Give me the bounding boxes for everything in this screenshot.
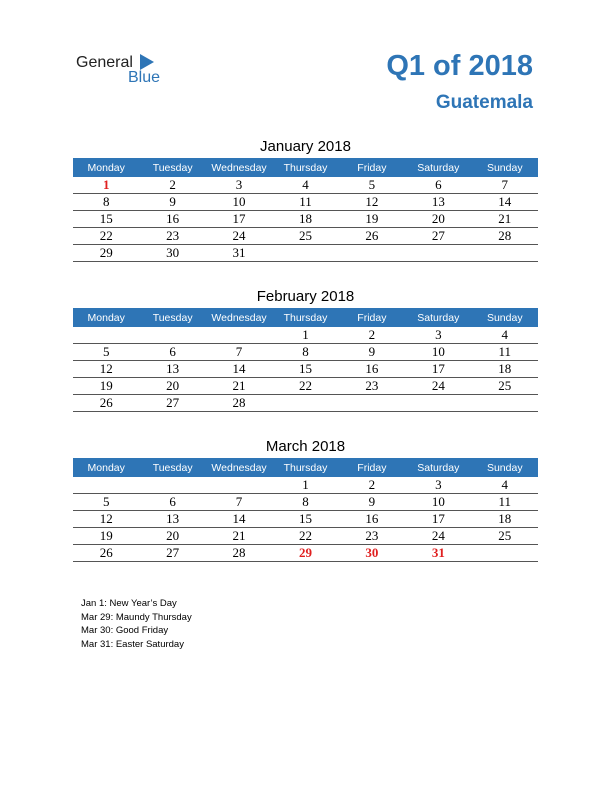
- day-cell: 15: [73, 211, 139, 228]
- week-row: [73, 177, 538, 194]
- day-cell: 6: [139, 494, 205, 511]
- logo-general-text: General: [76, 54, 133, 71]
- weekday-header: Friday: [339, 308, 405, 327]
- day-cell: 13: [139, 361, 205, 378]
- week-row: [73, 511, 538, 528]
- day-cell: 24: [206, 228, 272, 245]
- month-february: [73, 286, 538, 412]
- day-cell: 17: [405, 361, 471, 378]
- day-cell: 10: [405, 494, 471, 511]
- day-cell: 11: [472, 494, 538, 511]
- logo-triangle-icon: [140, 54, 154, 70]
- calendar-grid: [73, 308, 538, 412]
- empty-day-cell: [405, 245, 471, 262]
- weekday-header: Saturday: [405, 158, 471, 177]
- day-cell: 13: [405, 194, 471, 211]
- day-cell: 5: [339, 177, 405, 194]
- day-cell: 20: [405, 211, 471, 228]
- day-cell: 6: [139, 344, 205, 361]
- empty-day-cell: [139, 327, 205, 344]
- empty-day-cell: [272, 245, 338, 262]
- day-cell: 23: [339, 378, 405, 395]
- day-cell: 26: [73, 545, 139, 562]
- day-cell: 18: [472, 361, 538, 378]
- day-cell: 31: [206, 245, 272, 262]
- week-row: [73, 361, 538, 378]
- day-cell: 12: [339, 194, 405, 211]
- day-cell: 5: [73, 494, 139, 511]
- day-cell: 24: [405, 378, 471, 395]
- day-cell: 28: [206, 395, 272, 412]
- day-cell: 4: [272, 177, 338, 194]
- month-title: January 2018: [260, 138, 351, 155]
- day-cell: 22: [272, 528, 338, 545]
- empty-day-cell: [472, 245, 538, 262]
- empty-day-cell: [339, 395, 405, 412]
- day-cell: 26: [73, 395, 139, 412]
- day-cell: 1: [73, 177, 139, 194]
- day-cell: 15: [272, 511, 338, 528]
- day-cell: 21: [206, 528, 272, 545]
- weekday-header: Friday: [339, 158, 405, 177]
- empty-day-cell: [339, 245, 405, 262]
- weekday-header: Monday: [73, 308, 139, 327]
- day-cell: 6: [405, 177, 471, 194]
- holiday-item: Mar 30: Good Friday: [81, 625, 169, 636]
- empty-day-cell: [206, 477, 272, 494]
- holiday-item: Mar 29: Maundy Thursday: [81, 611, 192, 623]
- empty-day-cell: [472, 545, 538, 562]
- day-cell: 23: [139, 228, 205, 245]
- day-cell: 16: [339, 361, 405, 378]
- weekday-header: Thursday: [272, 458, 338, 477]
- day-cell: 27: [405, 228, 471, 245]
- week-row: [73, 327, 538, 344]
- weekday-header: Wednesday: [206, 308, 272, 327]
- empty-day-cell: [405, 395, 471, 412]
- page-title: Q1 of 2018: [386, 50, 533, 82]
- day-cell: 14: [472, 194, 538, 211]
- day-cell: 2: [139, 177, 205, 194]
- weekday-header: Wednesday: [206, 158, 272, 177]
- day-cell: 18: [272, 211, 338, 228]
- weekday-header: Tuesday: [139, 158, 205, 177]
- weekday-header: Monday: [73, 158, 139, 177]
- day-cell: 20: [139, 528, 205, 545]
- month-march: [73, 436, 538, 562]
- day-cell: 22: [73, 228, 139, 245]
- empty-day-cell: [73, 477, 139, 494]
- day-cell: 16: [139, 211, 205, 228]
- week-row: [73, 211, 538, 228]
- week-row: [73, 228, 538, 245]
- calendar-grid: [73, 458, 538, 562]
- day-cell: 7: [206, 494, 272, 511]
- day-cell: 28: [472, 228, 538, 245]
- day-cell: 7: [206, 344, 272, 361]
- logo-blue-text: Blue: [128, 69, 161, 86]
- day-cell: 5: [73, 344, 139, 361]
- day-cell: 4: [472, 327, 538, 344]
- day-cell: 8: [272, 344, 338, 361]
- weekday-header: Tuesday: [139, 458, 205, 477]
- day-cell: 22: [272, 378, 338, 395]
- day-cell: 29: [272, 545, 338, 562]
- day-cell: 11: [272, 194, 338, 211]
- empty-day-cell: [73, 327, 139, 344]
- day-cell: 12: [73, 361, 139, 378]
- day-cell: 12: [73, 511, 139, 528]
- week-row: [73, 245, 538, 262]
- day-cell: 15: [272, 361, 338, 378]
- holiday-item: Jan 1: New Year’s Day: [81, 598, 177, 609]
- weekday-header: Thursday: [272, 158, 338, 177]
- week-row: [73, 477, 538, 494]
- weekday-header: Sunday: [472, 308, 538, 327]
- empty-day-cell: [139, 477, 205, 494]
- day-cell: 27: [139, 545, 205, 562]
- day-cell: 21: [206, 378, 272, 395]
- week-row: [73, 528, 538, 545]
- day-cell: 18: [472, 511, 538, 528]
- day-cell: 3: [405, 477, 471, 494]
- day-cell: 16: [339, 511, 405, 528]
- weekday-header: Sunday: [472, 158, 538, 177]
- weekday-header-row: [73, 458, 538, 477]
- country-name: Guatemala: [435, 92, 533, 113]
- day-cell: 24: [405, 528, 471, 545]
- day-cell: 21: [472, 211, 538, 228]
- weekday-header: Wednesday: [206, 458, 272, 477]
- day-cell: 17: [405, 511, 471, 528]
- day-cell: 30: [139, 245, 205, 262]
- day-cell: 2: [339, 477, 405, 494]
- day-cell: 19: [73, 528, 139, 545]
- weekday-header: Sunday: [472, 458, 538, 477]
- day-cell: 19: [339, 211, 405, 228]
- week-row: [73, 395, 538, 412]
- holiday-item: Mar 31: Easter Saturday: [81, 638, 184, 650]
- day-cell: 10: [206, 194, 272, 211]
- week-row: [73, 194, 538, 211]
- day-cell: 8: [272, 494, 338, 511]
- month-title: February 2018: [256, 288, 355, 305]
- week-row: [73, 378, 538, 395]
- weekday-header: Saturday: [405, 458, 471, 477]
- weekday-header: Monday: [73, 458, 139, 477]
- day-cell: 4: [472, 477, 538, 494]
- day-cell: 27: [139, 395, 205, 412]
- empty-day-cell: [272, 395, 338, 412]
- day-cell: 1: [272, 327, 338, 344]
- weekday-header: Tuesday: [139, 308, 205, 327]
- day-cell: 19: [73, 378, 139, 395]
- week-row: [73, 344, 538, 361]
- holiday-list: [81, 597, 192, 651]
- day-cell: 1: [272, 477, 338, 494]
- day-cell: 3: [206, 177, 272, 194]
- day-cell: 10: [405, 344, 471, 361]
- logo: [76, 52, 176, 88]
- day-cell: 9: [139, 194, 205, 211]
- weekday-header: Thursday: [272, 308, 338, 327]
- day-cell: 17: [206, 211, 272, 228]
- day-cell: 25: [272, 228, 338, 245]
- day-cell: 14: [206, 511, 272, 528]
- day-cell: 11: [472, 344, 538, 361]
- day-cell: 13: [139, 511, 205, 528]
- day-cell: 9: [339, 344, 405, 361]
- day-cell: 25: [472, 528, 538, 545]
- day-cell: 14: [206, 361, 272, 378]
- day-cell: 3: [405, 327, 471, 344]
- day-cell: 29: [73, 245, 139, 262]
- empty-day-cell: [206, 327, 272, 344]
- empty-day-cell: [472, 395, 538, 412]
- day-cell: 2: [339, 327, 405, 344]
- day-cell: 30: [339, 545, 405, 562]
- day-cell: 28: [206, 545, 272, 562]
- day-cell: 7: [472, 177, 538, 194]
- day-cell: 9: [339, 494, 405, 511]
- weekday-header-row: [73, 158, 538, 177]
- calendar-grid: [73, 158, 538, 262]
- weekday-header: Saturday: [405, 308, 471, 327]
- weekday-header: Friday: [339, 458, 405, 477]
- day-cell: 26: [339, 228, 405, 245]
- day-cell: 25: [472, 378, 538, 395]
- day-cell: 8: [73, 194, 139, 211]
- month-january: [73, 136, 538, 262]
- day-cell: 31: [405, 545, 471, 562]
- weekday-header-row: [73, 308, 538, 327]
- day-cell: 23: [339, 528, 405, 545]
- month-title: March 2018: [265, 438, 346, 455]
- week-row: [73, 494, 538, 511]
- day-cell: 20: [139, 378, 205, 395]
- week-row: [73, 545, 538, 562]
